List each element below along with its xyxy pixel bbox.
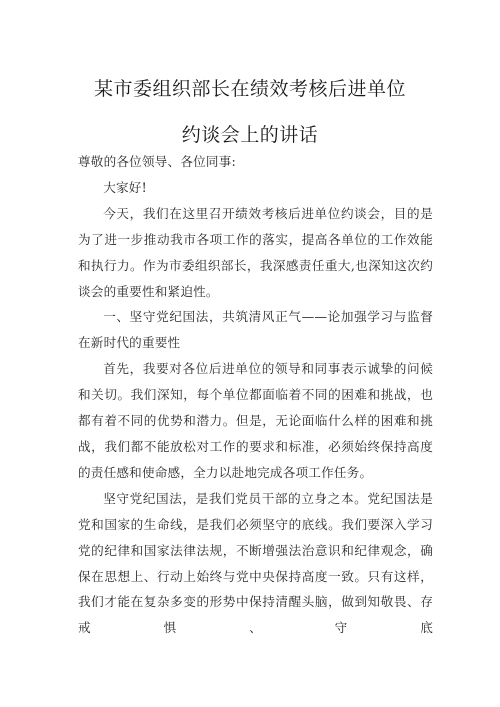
greeting: 大家好! <box>103 179 147 195</box>
salutation: 尊敬的各位领导、各位同事: <box>78 154 236 169</box>
document-body <box>78 149 433 641</box>
document-title-line-1: 某市委组织部长在绩效考核后进单位 <box>93 78 406 100</box>
document-title-line-2: 约谈会上的讲话 <box>181 124 319 146</box>
paragraph-intro: 今天，我们在这里召开绩效考核后进单位约谈会，目的是为了进一步推动我市各项工作的落实，提高各单位的工作效能和执行力。作为市委组织部长，我深感责任重大,也深知这次约谈会的重要性和紧迫性。 <box>78 205 433 299</box>
paragraph-first: 首先，我要对各位后进单位的领导和同事表示诚挚的问候和关切。我们深知，每个单位都面临着不同的困难和挑战，也都有着不同的优势和潜力。但是，无论面临什么样的困难和挑战，我们都不能放松对工作的要求和标准，必须始终保持高度的责任感和使命感，全力以赴地完成各项工作任务。 <box>78 361 433 480</box>
section-heading-1: 一、坚守党纪国法，共筑清风正气——论加强学习与监督在新时代的重要性 <box>78 309 433 351</box>
paragraph-discipline: 坚守党纪国法，是我们党员干部的立身之本。党纪国法是党和国家的生命线，是我们必须坚守的底线。我们要深入学习党的纪律和国家法律法规，不断增强法治意识和纪律观念，确保在思想上、行动上始终与党中央保持高度一致。只有这样，我们才能在复杂多变的形势中保持清醒头脑，做到知敬畏、存戒惧、守底 <box>78 490 433 636</box>
